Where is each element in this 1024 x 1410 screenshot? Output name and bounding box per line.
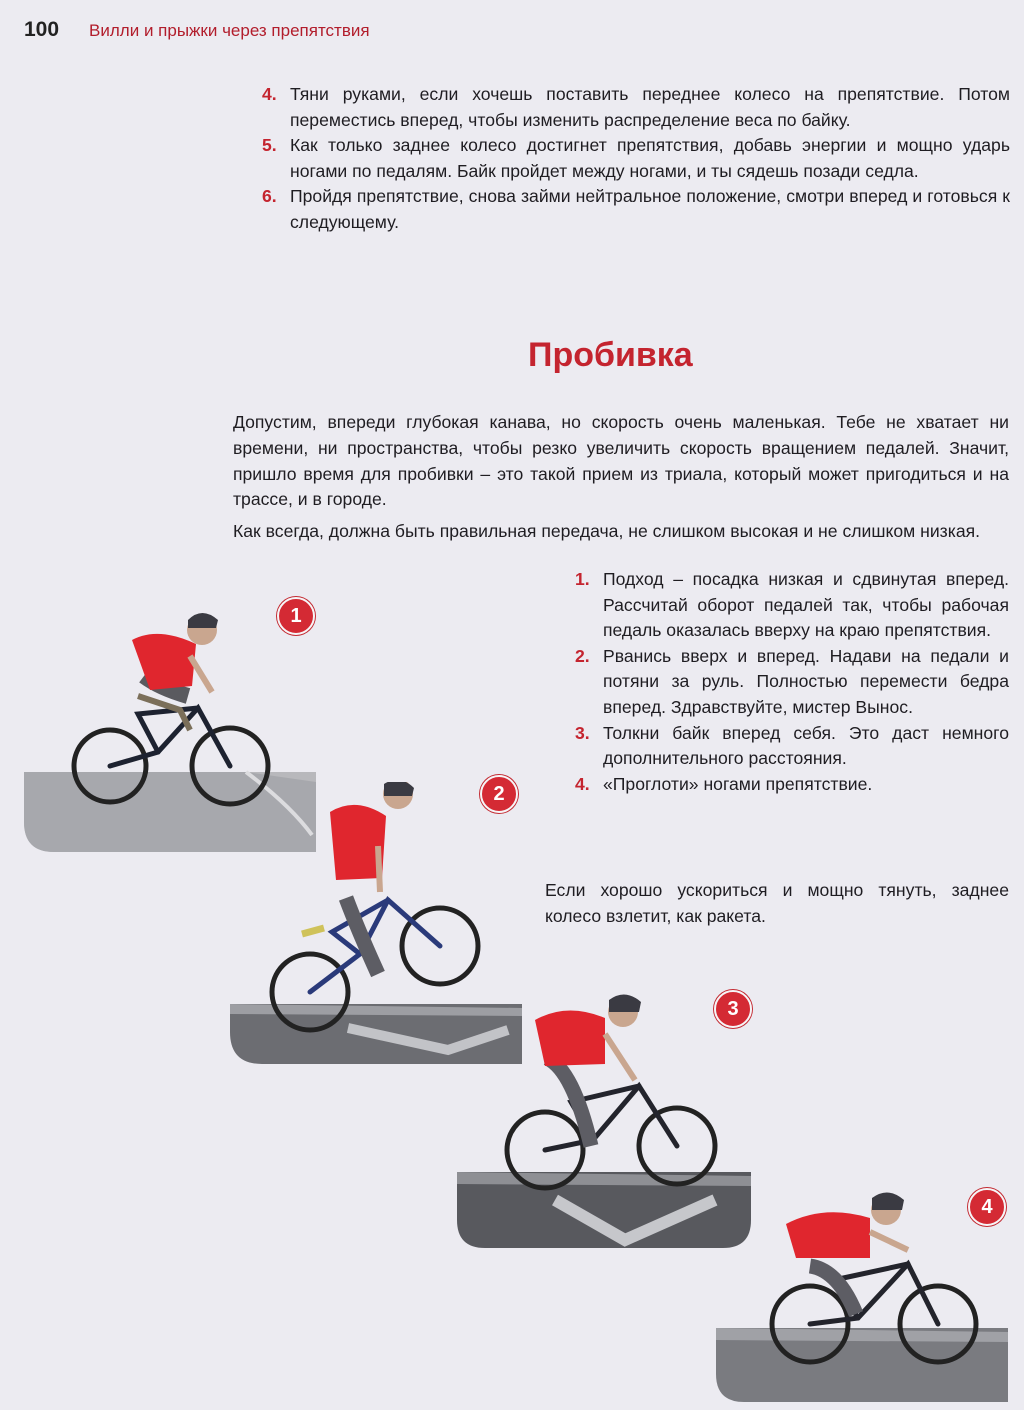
step-text: Подход – посадка низкая и сдвинутая вперед. Рассчитай оборот педалей так, чтобы рабочая педаль оказалась вверху на краю препятствия. — [603, 569, 1009, 641]
photo-step-3 — [455, 990, 755, 1250]
step-number: 6. — [262, 186, 277, 207]
intro-paragraph: Допустим, впереди глубокая канава, но скорость очень маленькая. Тебе не хватает ни времени, ни пространства, чтобы резко увеличить скорость вращением педалей. Значит, пришло время для пробивки – это такой прием из триала, который может пригодиться и на трассе, и в городе. — [233, 412, 1009, 510]
step-text: Пройдя препятствие, снова займи нейтральное положение, смотри вперед и готовься к следующему. — [290, 186, 1010, 232]
intro-paragraph: Как всегда, должна быть правильная передача, не слишком высокая и не слишком низкая. — [233, 521, 981, 542]
running-section-title: Вилли и прыжки через препятствия — [89, 21, 370, 40]
step-marker: 3 — [714, 990, 752, 1028]
conclusion-text: Если хорошо ускориться и мощно тянуть, заднее колесо взлетит, как ракета. — [545, 880, 1009, 926]
page-number: 100 — [24, 18, 60, 41]
step-number: 4. — [262, 84, 277, 104]
list-item — [262, 82, 1010, 133]
step-marker: 1 — [277, 597, 315, 635]
step-text: Как только заднее колесо достигнет препятствия, добавь энергии и мощно ударь ногами по педалям. Байк пройдет между ногами, и ты сядешь позади седла. — [290, 135, 1010, 181]
list-item — [262, 184, 1010, 235]
step-number: 4. — [575, 773, 590, 794]
step-number: 3. — [575, 722, 590, 743]
section-heading: Пробивка — [528, 336, 693, 374]
step-number: 2. — [575, 645, 590, 666]
page-header — [24, 18, 370, 48]
steps-list-top — [262, 82, 1010, 236]
intro-text — [233, 410, 1009, 551]
list-item — [575, 721, 1009, 772]
step-number: 5. — [262, 135, 277, 156]
step-marker: 4 — [968, 1188, 1006, 1226]
photo-step-4 — [714, 1188, 1010, 1404]
list-item — [262, 133, 1010, 184]
list-item — [575, 644, 1009, 721]
step-number: 1. — [575, 569, 590, 589]
list-item — [575, 772, 1009, 798]
step-text: Тяни руками, если хочешь поставить переднее колесо на препятствие. Потом переместись вперед, чтобы изменить распределение веса по байку. — [290, 84, 1010, 130]
steps-list-right — [575, 567, 1009, 797]
step-text: «Проглоти» ногами препятствие. — [603, 773, 873, 794]
step-marker: 2 — [480, 775, 518, 813]
step-text: Толкни байк вперед себя. Это даст немного дополнительного расстояния. — [603, 722, 1009, 769]
step-text: Рванись вверх и вперед. Надави на педали и потяни за руль. Полностью перемести бедра вперед. Здравствуйте, мистер Вынос. — [603, 645, 1009, 717]
list-item — [575, 567, 1009, 644]
